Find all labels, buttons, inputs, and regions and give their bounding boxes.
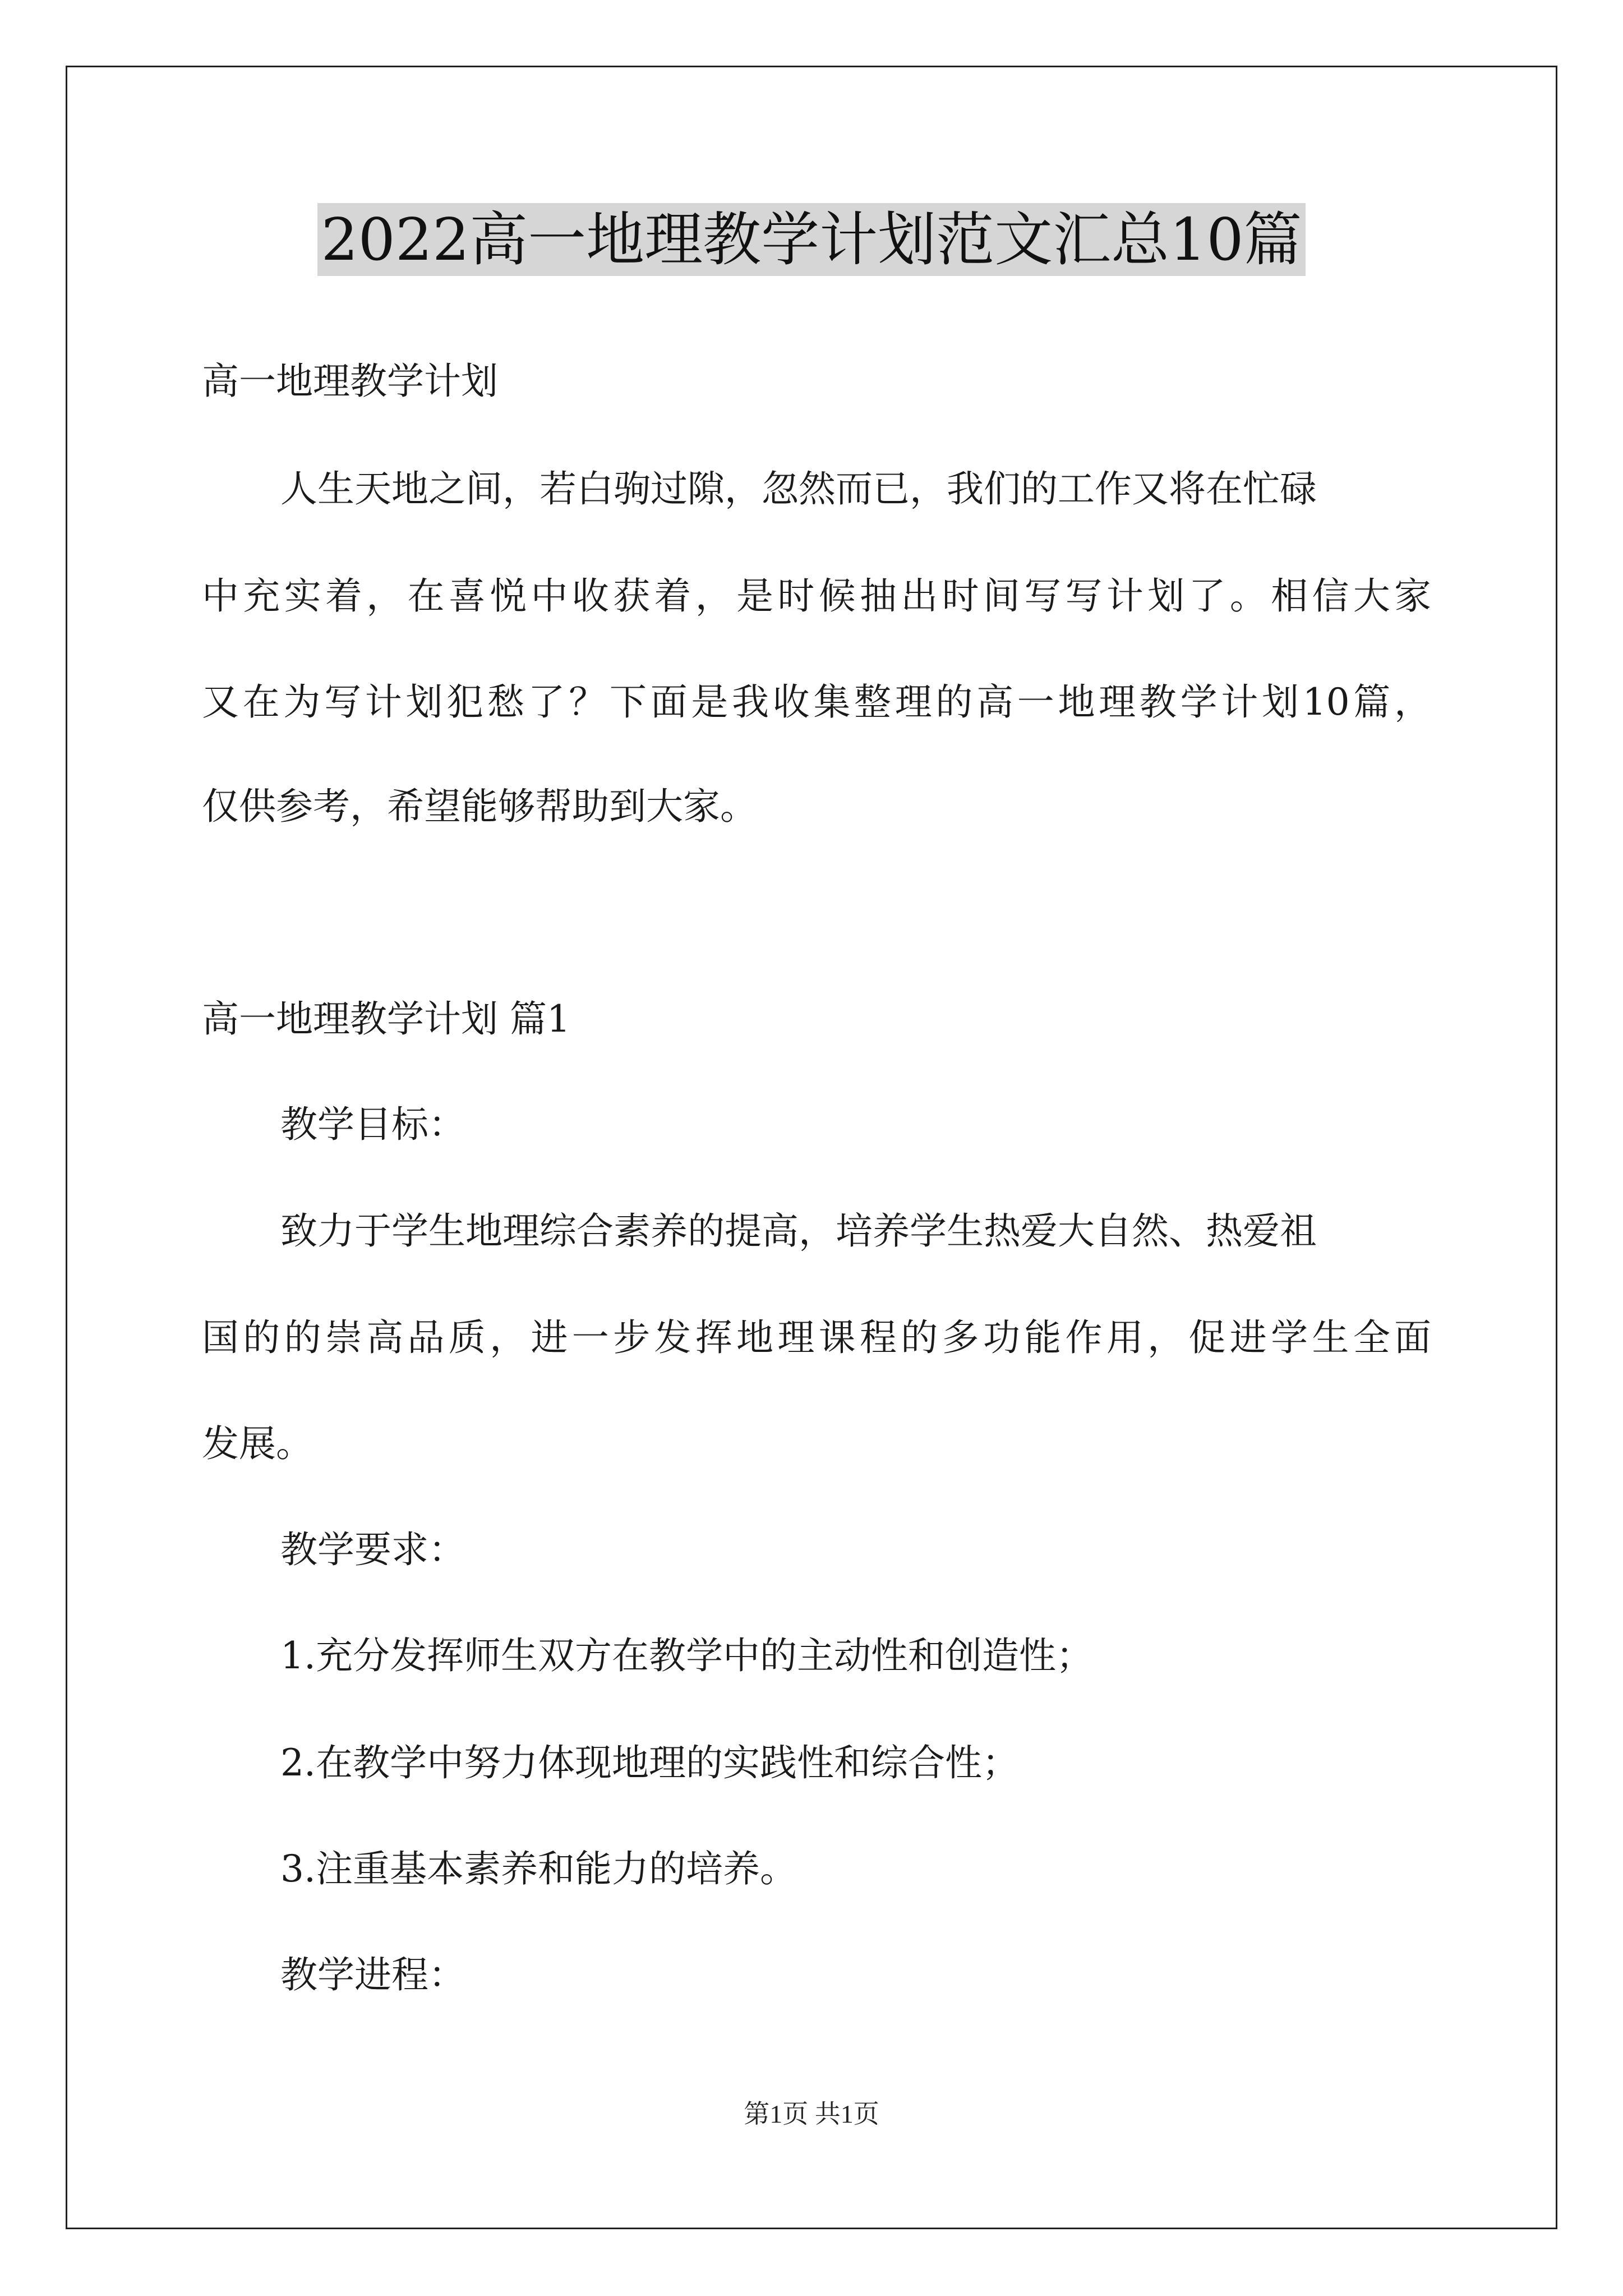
intro-line-3: 又在为写计划犯愁了？下面是我收集整理的高一地理教学计划10篇， bbox=[202, 680, 1431, 724]
intro-heading: 高一地理教学计划 bbox=[202, 360, 498, 403]
process-label: 教学进程： bbox=[280, 1953, 465, 1996]
goal-line-1: 致力于学生地理综合素养的提高，培养学生热爱大自然、热爱祖 bbox=[280, 1209, 1317, 1253]
title-container bbox=[0, 203, 1623, 276]
document-title: 2022高一地理教学计划范文汇总10篇 bbox=[317, 203, 1305, 276]
intro-line-1: 人生天地之间，若白驹过隙，忽然而已，我们的工作又将在忙碌 bbox=[280, 467, 1317, 510]
requirement-item-3: 3.注重基本素养和能力的培养。 bbox=[280, 1847, 797, 1890]
section-heading: 高一地理教学计划 篇1 bbox=[202, 997, 570, 1041]
intro-line-4: 仅供参考，希望能够帮助到大家。 bbox=[202, 785, 757, 828]
page-footer: 第1页 共1页 bbox=[744, 2100, 879, 2128]
requirement-item-2: 2.在教学中努力体现地理的实践性和综合性； bbox=[280, 1741, 1019, 1784]
goal-label: 教学目标： bbox=[280, 1103, 465, 1146]
requirements-label: 教学要求： bbox=[280, 1528, 465, 1571]
goal-line-3: 发展。 bbox=[202, 1422, 313, 1465]
goal-line-2: 国的的崇高品质，进一步发挥地理课程的多功能作用，促进学生全面 bbox=[202, 1316, 1431, 1359]
requirement-item-1: 1.充分发挥师生双方在教学中的主动性和创造性； bbox=[280, 1634, 1093, 1677]
intro-line-2: 中充实着，在喜悦中收获着，是时候抽出时间写写计划了。相信大家 bbox=[202, 574, 1431, 618]
